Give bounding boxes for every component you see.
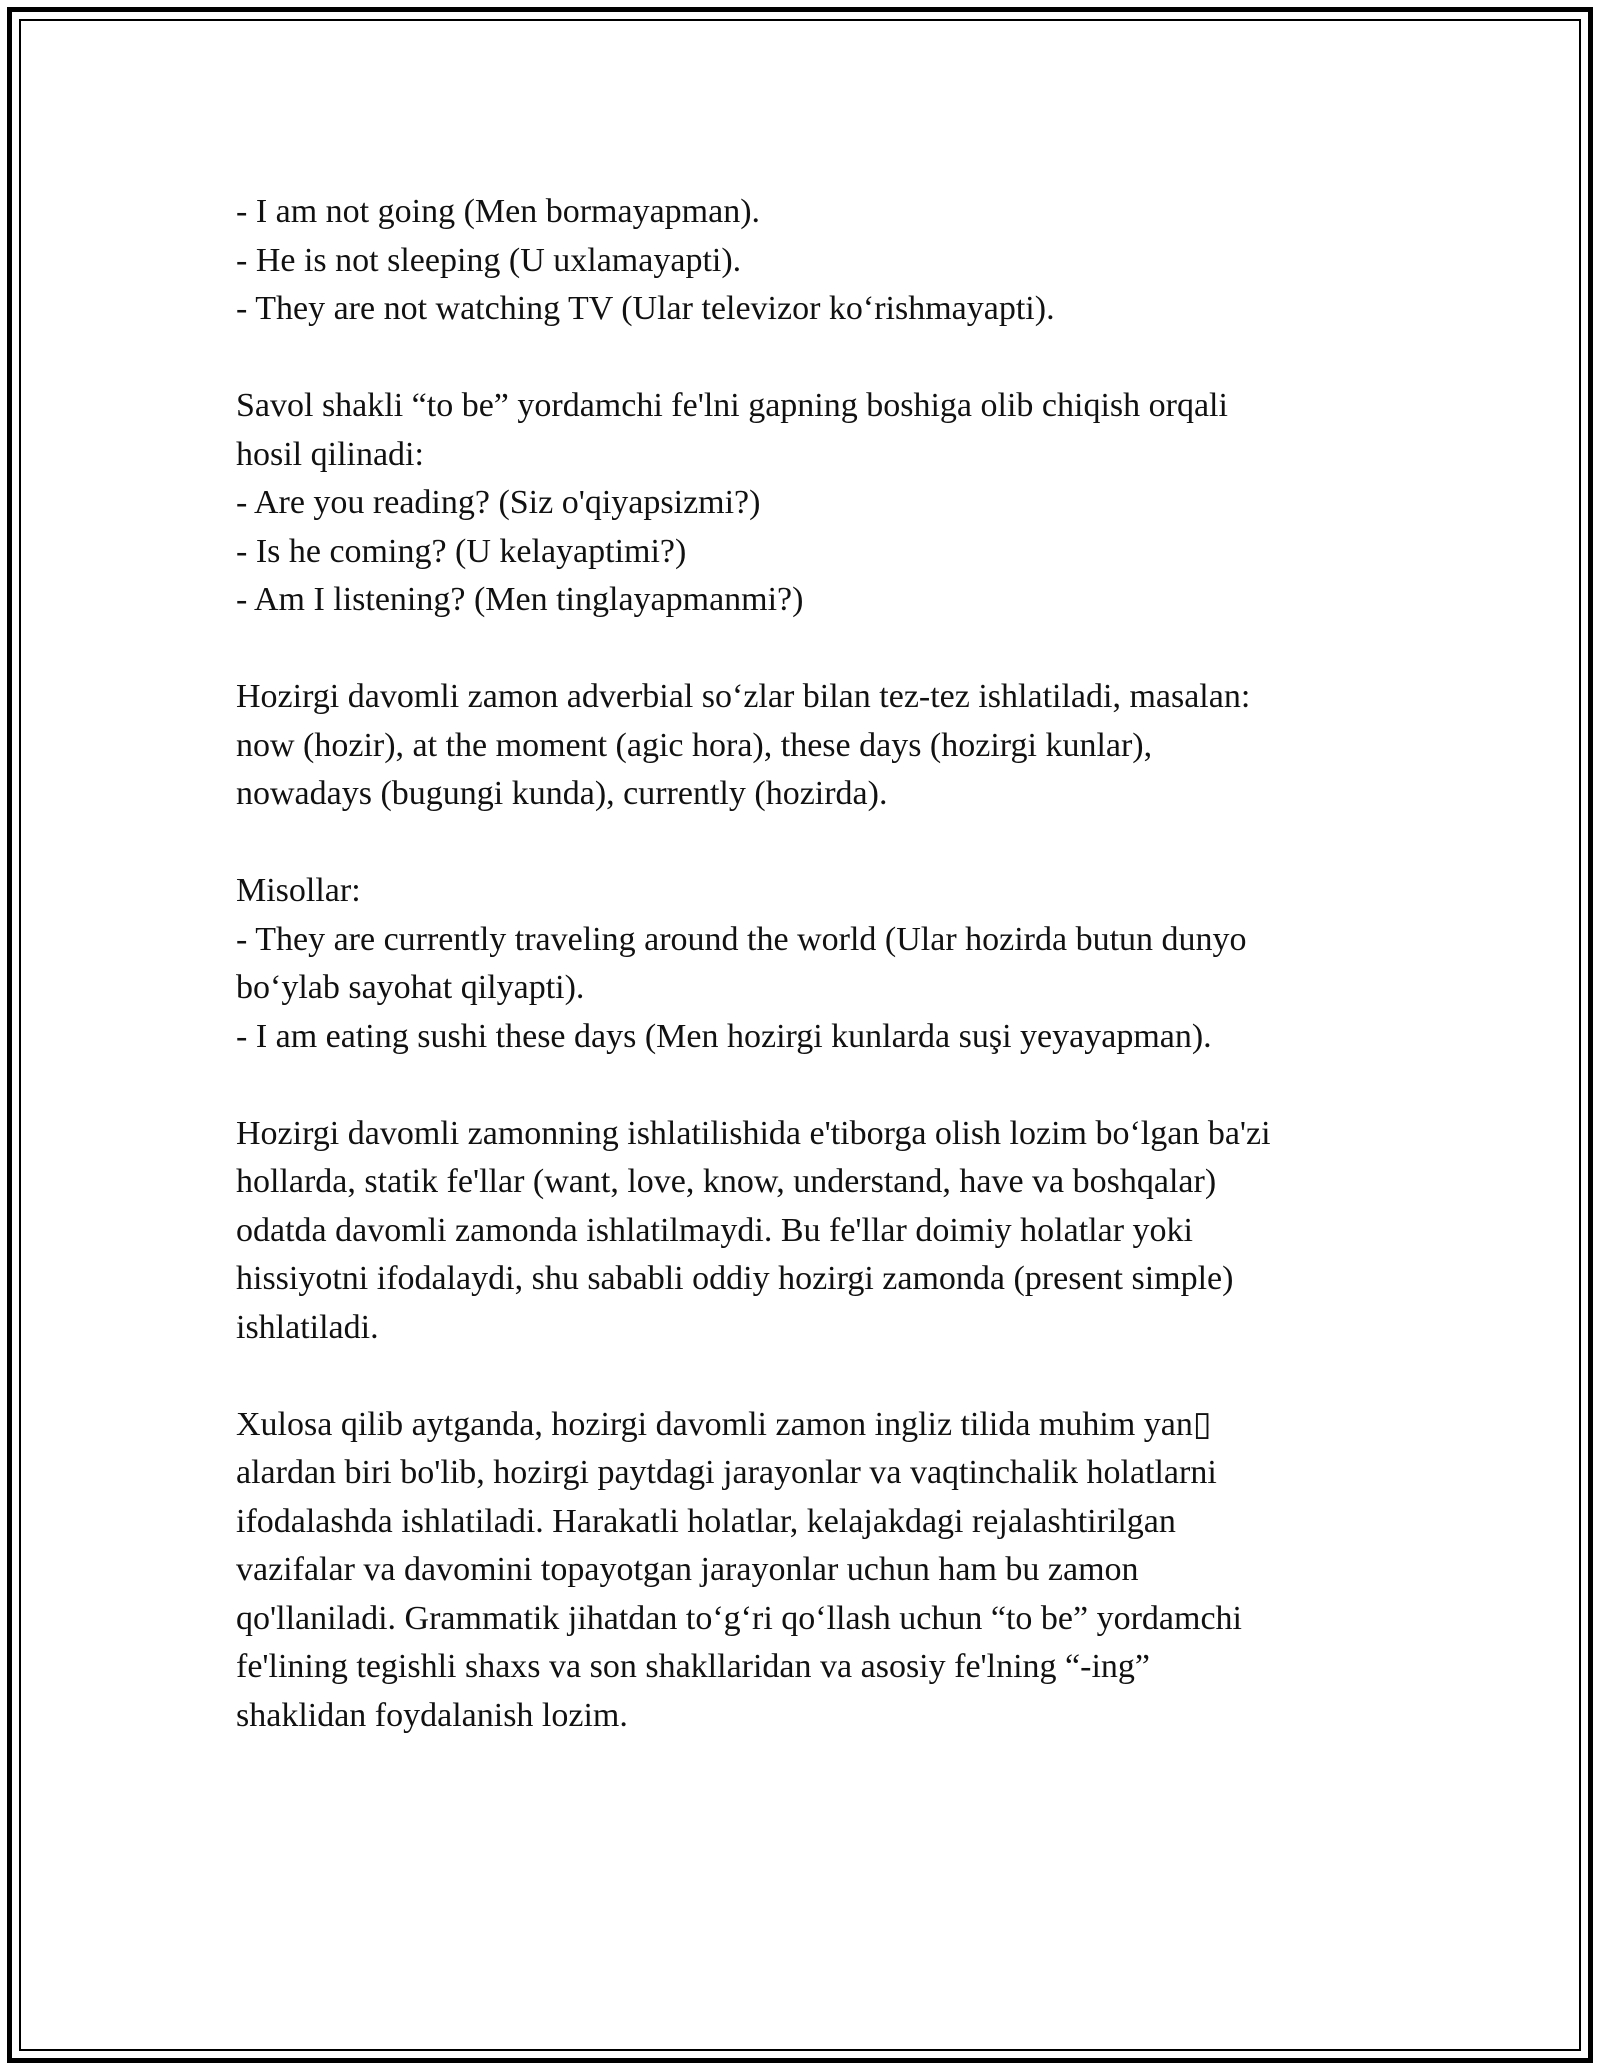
text-line: shaklidan foydalanish lozim. — [236, 1696, 628, 1734]
text-line: - Is he coming? (U kelayaptimi?) — [236, 532, 687, 570]
text-line: Misollar: — [236, 872, 361, 909]
text-line: Xulosa qilib aytganda, hozirgi davomli zamon ingliz tilida muhim yan▯ — [236, 1405, 1212, 1443]
text-line: hissiyotni ifodalaydi, shu sababli oddiy hozirgi zamonda (present simple) — [236, 1260, 1234, 1297]
paragraph-spacer — [236, 1352, 1376, 1401]
text-line: qo'llaniladi. Grammatik jihatdan to‘g‘ri qo‘llash uchun “to be” yordamchi — [236, 1599, 1243, 1637]
text-line: vazifalar va davomini topayotgan jarayonlar uchun ham bu zamon — [236, 1551, 1139, 1588]
text-line: ishlatiladi. — [236, 1308, 379, 1346]
text-line: hosil qilinadi: — [236, 435, 424, 473]
text-line: nowadays (bugungi kunda), currently (hozirda). — [236, 775, 888, 812]
text-line: alardan biri bo'lib, hozirgi paytdagi jarayonlar va vaqtinchalik holatlarni — [236, 1454, 1217, 1491]
stative-verbs-paragraph — [236, 1110, 1376, 1353]
text-line: now (hozir), at the moment (agic hora), these days (hozirgi kunlar), — [236, 726, 1153, 764]
paragraph-spacer — [236, 1061, 1376, 1110]
conclusion-paragraph — [236, 1401, 1376, 1741]
question-form-paragraph — [236, 382, 1376, 625]
text-line: - Are you reading? (Siz o'qiyapsizmi?) — [236, 484, 761, 521]
paragraph-spacer — [236, 625, 1376, 674]
text-line: Hozirgi davomli zamonning ishlatilishida e'tiborga olish lozim bo‘lgan ba'zi — [236, 1114, 1271, 1152]
paragraph-spacer — [236, 334, 1376, 383]
text-line: - I am not going (Men bormayapman). — [236, 193, 761, 230]
text-line: - He is not sleeping (U uxlamayapti). — [236, 241, 742, 279]
text-line: Hozirgi davomli zamon adverbial so‘zlar bilan tez-tez ishlatiladi, masalan: — [236, 678, 1251, 715]
text-line: - They are not watching TV (Ular televizor ko‘rishmayapti). — [236, 290, 1055, 327]
text-line: Savol shakli “to be” yordamchi fe'lni gapning boshiga olib chiqish orqali — [236, 387, 1228, 424]
negative-examples-paragraph — [236, 188, 1376, 334]
text-line: odatda davomli zamonda ishlatilmaydi. Bu fe'llar doimiy holatlar yoki — [236, 1211, 1193, 1249]
text-line: hollarda, statik fe'llar (want, love, know, understand, have va boshqalar) — [236, 1163, 1217, 1200]
document-body — [236, 188, 1376, 1740]
adverbials-paragraph — [236, 673, 1376, 819]
examples-paragraph — [236, 867, 1376, 1061]
text-line: - They are currently traveling around the world (Ular hozirda butun dunyo — [236, 920, 1247, 958]
text-line: - I am eating sushi these days (Men hozirgi kunlarda suşi yeyayapman). — [236, 1017, 1212, 1055]
text-line: fe'lining tegishli shaxs va son shakllaridan va asosiy fe'lning “-ing” — [236, 1648, 1150, 1685]
text-line: - Am I listening? (Men tinglayapmanmi?) — [236, 581, 804, 618]
text-line: bo‘ylab sayohat qilyapti). — [236, 969, 585, 1006]
paragraph-spacer — [236, 819, 1376, 868]
text-line: ifodalashda ishlatiladi. Harakatli holatlar, kelajakdagi rejalashtirilgan — [236, 1502, 1176, 1540]
